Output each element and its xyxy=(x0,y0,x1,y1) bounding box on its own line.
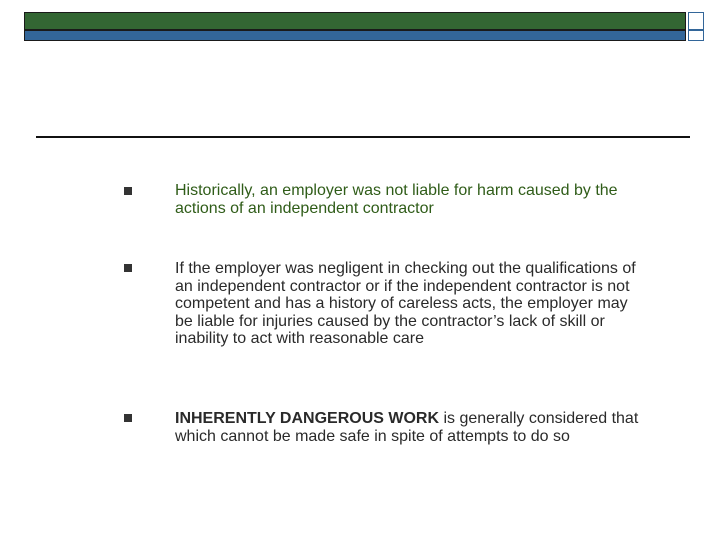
bullet-marker-icon xyxy=(124,414,132,422)
bullet-marker-icon xyxy=(124,264,132,272)
bullet-marker-icon xyxy=(124,187,132,195)
bullet-emphasis: INHERENTLY DANGEROUS WORK xyxy=(175,410,440,427)
bullet-item-3-text: is generally considered that which cannot be made safe in spite of attempts to do so xyxy=(175,410,639,445)
bullet-item-3 xyxy=(175,410,645,445)
bullet-item-2: If the employer was negligent in checking out the qualifications of an independent contractor or if the independent contractor is not competent and has a history of careless acts, the employer may be liable for injuries caused by the contractor’s lack of skill or inability to act with reasonable care xyxy=(175,260,636,347)
bullet-item-1: Historically, an employer was not liable for harm caused by the actions of an independent contractor xyxy=(175,182,618,217)
